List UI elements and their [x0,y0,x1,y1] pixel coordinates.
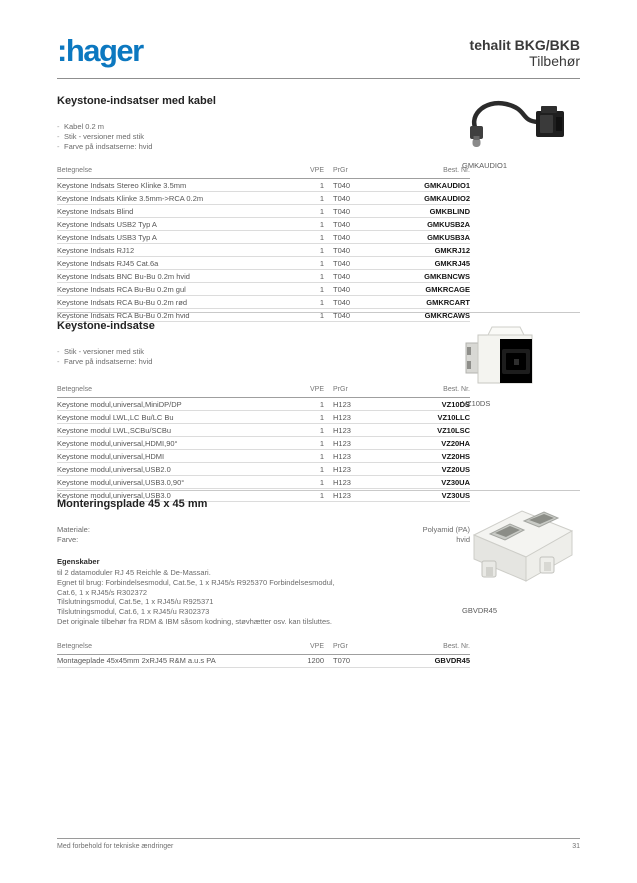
section-title: Keystone-indsatse [57,320,155,332]
table-cell: H123 [324,398,380,411]
table-cell: Keystone Indsats RCA Bu-Bu 0.2m hvid [57,309,294,322]
table-cell: GMKRCAGE [380,283,470,296]
table-cell: T040 [324,179,380,192]
table-cell: 1 [294,244,324,257]
table-row [57,179,470,192]
table-cell: VZ10LSC [380,424,470,437]
table-row [57,218,470,231]
table-cell: VZ30US [380,489,470,502]
product-table [57,165,470,322]
table-row [57,411,470,424]
table-cell: GMKAUDIO1 [380,179,470,192]
table-cell: 1 [294,398,324,411]
feature-line: til 2 datamoduler RJ 45 Reichle & De-Massari. [57,568,211,577]
table-row [57,205,470,218]
table-row [57,283,470,296]
column-header-vpe: VPE [294,165,324,179]
column-header-betegnelse: Betegnelse [57,641,294,655]
table-cell: 1 [294,450,324,463]
table-cell: Keystone Indsats Stereo Klinke 3.5mm [57,179,294,192]
table-cell: 1 [294,270,324,283]
table-cell: 1 [294,489,324,502]
table-row [57,270,470,283]
property-list [57,525,470,545]
table-cell: 1 [294,257,324,270]
bullet-item: - Farve på indsatserne: hvid [57,142,580,152]
footer-disclaimer: Med forbehold for tekniske ændringer [57,843,174,850]
hager-logo: :hager [57,33,143,68]
column-header-prgr: PrGr [324,641,380,655]
column-header-prgr: PrGr [324,165,380,179]
table-header-row [57,384,470,398]
table-row [57,231,470,244]
product-table [57,384,470,502]
footer [57,843,580,850]
table-cell: Keystone modul LWL,LC Bu/LC Bu [57,411,294,424]
table-row [57,296,470,309]
feature-line: Tilslutningsmodul, Cat.6, 1 x RJ45/u R302373 [57,607,210,617]
table-cell: GMKAUDIO2 [380,192,470,205]
table-cell: GMKRCART [380,296,470,309]
table-cell: Keystone Indsats RJ12 [57,244,294,257]
table-body [57,179,470,322]
column-header-betegnelse: Betegnelse [57,165,294,179]
product-photo-keystone-module [462,323,546,389]
table-cell: 1 [294,283,324,296]
bullet-item: - Stik - versioner med stik [57,347,580,357]
table-cell: 1 [294,192,324,205]
table-cell: VZ30UA [380,476,470,489]
table-cell: 1 [294,231,324,244]
table-cell: H123 [324,424,380,437]
table-row [57,437,470,450]
footer-divider [57,838,580,839]
property-value: Polyamid (PA) [422,525,470,534]
section-monteringsplade [57,490,580,668]
table-cell: Keystone modul,universal,USB2.0 [57,463,294,476]
property-label: Farve: [57,535,79,544]
page-title: tehalit BKG/BKB [469,37,580,53]
table-cell: GBVDR45 [380,654,470,667]
section-title: Monteringsplade 45 x 45 mm [57,498,208,510]
table-cell: GMKRCAWS [380,309,470,322]
table-row [57,463,470,476]
column-header-bestnr: Best. Nr. [380,165,470,179]
table-cell: 1200 [294,654,324,667]
table-cell: Keystone Indsats USB2 Typ A [57,218,294,231]
table-cell: Keystone Indsats RCA Bu-Bu 0.2m rød [57,296,294,309]
product-image-caption: GMKAUDIO1 [462,161,508,170]
header-divider [57,78,580,79]
page-number: 31 [572,843,580,850]
table-row [57,450,470,463]
section-keystone-med-kabel [57,95,580,322]
table-row [57,654,470,667]
table-cell: 1 [294,205,324,218]
table-cell: GMKBLIND [380,205,470,218]
bullet-item: - Kabel 0.2 m [57,122,580,132]
table-cell: GMKUSB3A [380,231,470,244]
table-cell: Keystone Indsats RJ45 Cat.6a [57,257,294,270]
table-cell: Keystone modul LWL,SCBu/SCBu [57,424,294,437]
product-photo-cable-adapter [462,93,574,151]
table-cell: Keystone Indsats Blind [57,205,294,218]
section-title: Keystone-indsatser med kabel [57,95,216,107]
table-cell: H123 [324,463,380,476]
table-body [57,398,470,502]
column-header-bestnr: Best. Nr. [380,641,470,655]
table-cell: 1 [294,296,324,309]
table-row [57,398,470,411]
table-cell: 1 [294,476,324,489]
table-cell: 1 [294,463,324,476]
table-cell: T040 [324,296,380,309]
table-cell: Montageplade 45x45mm 2xRJ45 R&M a.u.s PA [57,654,294,667]
table-cell: 1 [294,437,324,450]
table-cell: 1 [294,309,324,322]
table-cell: GMKRJ45 [380,257,470,270]
product-table [57,641,470,668]
table-cell: 1 [294,218,324,231]
column-header-bestnr: Best. Nr. [380,384,470,398]
table-cell: VZ20HS [380,450,470,463]
table-body [57,654,470,667]
table-header-row [57,165,470,179]
table-cell: Keystone modul,universal,HDMI [57,450,294,463]
table-cell: H123 [324,489,380,502]
header [470,37,580,69]
page-subtitle: Tilbehør [529,53,580,69]
product-image-caption: GBVDR45 [462,606,498,615]
table-row [57,257,470,270]
property-label: Materiale: [57,525,90,534]
column-header-prgr: PrGr [324,384,380,398]
feature-line: Cat.6, 1 x RJ45/s R302372 [57,587,148,597]
property-value: hvid [456,535,470,544]
table-cell: Keystone Indsats Klinke 3.5mm->RCA 0.2m [57,192,294,205]
table-cell: H123 [324,476,380,489]
table-cell: VZ20HA [380,437,470,450]
product-image-block [462,499,582,615]
table-cell: VZ10DS [380,398,470,411]
table-cell: Keystone Indsats USB3 Typ A [57,231,294,244]
table-row [57,476,470,489]
table-cell: Keystone Indsats RCA Bu-Bu 0.2m gul [57,283,294,296]
feature-line: Det originale tilbehør fra RDM & IBM såsom kodning, støvhætter osv. kan tilsluttes. [57,616,332,626]
feature-line: Tilslutningsmodul, Cat.5e, 1 x RJ45/u R925371 [57,597,214,607]
feature-line: Egnet til brug: Forbindelsesmodul, Cat.5e, 1 x RJ45/s R925370 Forbindelsesmodul, [57,577,335,587]
table-cell: T040 [324,192,380,205]
table-cell: T040 [324,205,380,218]
table-cell: T040 [324,218,380,231]
product-image-caption: VZ10DS [462,399,491,408]
table-cell: GMKRJ12 [380,244,470,257]
table-cell: GMKUSB2A [380,218,470,231]
table-cell: H123 [324,437,380,450]
table-cell: 1 [294,179,324,192]
table-cell: VZ20US [380,463,470,476]
column-header-vpe: VPE [294,641,324,655]
column-header-vpe: VPE [294,384,324,398]
product-image-block [462,93,580,170]
table-cell: VZ10LLC [380,411,470,424]
table-row [57,424,470,437]
table-row [57,244,470,257]
table-cell: T070 [324,654,380,667]
bullet-item: - Farve på indsatserne: hvid [57,357,580,367]
table-cell: Keystone modul,universal,HDMI,90° [57,437,294,450]
property-row [57,525,470,535]
column-header-betegnelse: Betegnelse [57,384,294,398]
table-cell: GMKBNCWS [380,270,470,283]
table-row [57,192,470,205]
table-cell: H123 [324,450,380,463]
table-cell: 1 [294,411,324,424]
features-heading: Egenskaber [57,557,100,566]
table-cell: 1 [294,424,324,437]
table-cell: Keystone modul,universal,MiniDP/DP [57,398,294,411]
table-cell: H123 [324,411,380,424]
table-cell: Keystone modul,universal,USB3.0 [57,489,294,502]
table-cell: T040 [324,270,380,283]
table-cell: T040 [324,231,380,244]
table-cell: T040 [324,283,380,296]
product-photo-mounting-plate [462,499,582,599]
table-cell: Keystone Indsats BNC Bu-Bu 0.2m hvid [57,270,294,283]
section-keystone-indsatse [57,312,580,502]
table-header-row [57,641,470,655]
table-cell: T040 [324,244,380,257]
property-row [57,535,470,545]
table-cell: Keystone modul,universal,USB3.0,90° [57,476,294,489]
bullet-item: - Stik - versioner med stik [57,132,580,142]
table-cell: T040 [324,257,380,270]
table-cell: T040 [324,309,380,322]
product-image-block [462,323,562,408]
